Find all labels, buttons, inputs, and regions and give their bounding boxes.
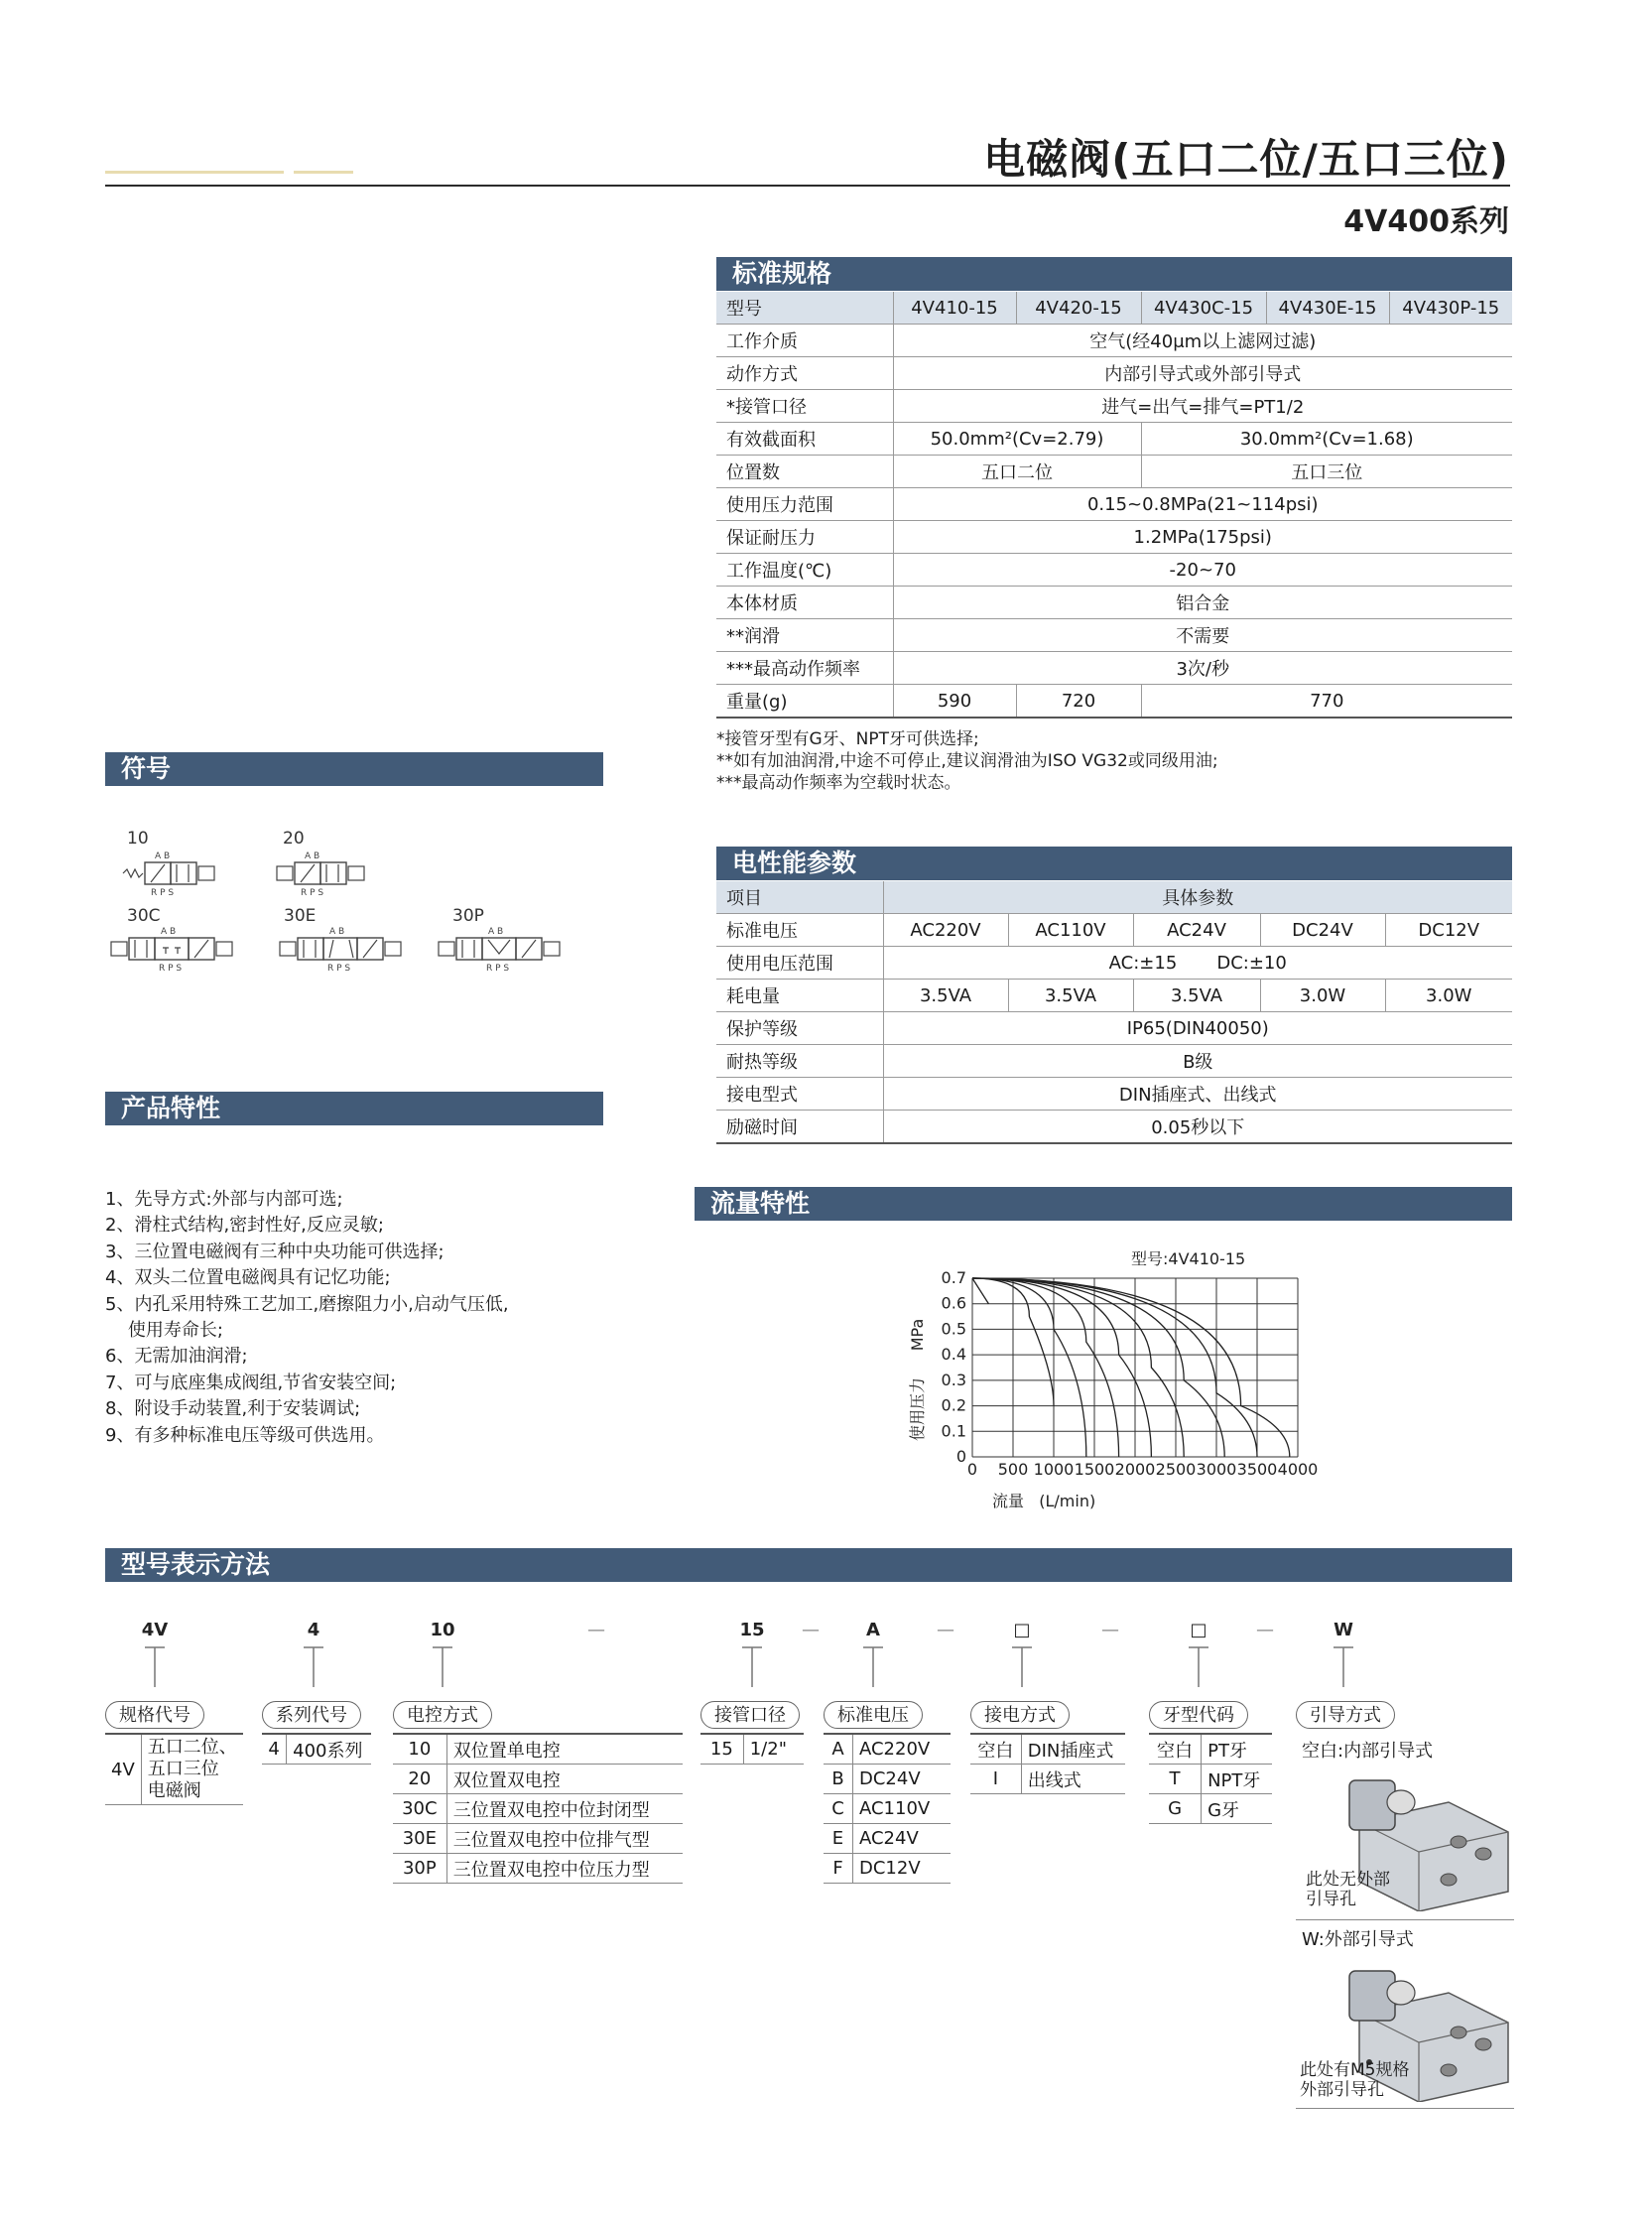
model-code-cell: 空白	[1149, 1734, 1202, 1765]
elec-label: 耗电量	[716, 980, 883, 1012]
svg-text:R P S: R P S	[151, 888, 175, 898]
chart-y-tick-label: 0.3	[941, 1370, 966, 1389]
model-desc-cell: PT牙	[1202, 1734, 1272, 1765]
spec-value: 五口二位	[893, 456, 1141, 488]
elec-value: AC110V	[1008, 914, 1133, 947]
spec-value: 进气=出气=排气=PT1/2	[893, 390, 1512, 423]
feature-item: 9、有多种标准电压等级可供选用。	[105, 1424, 385, 1446]
spec-model-row	[716, 292, 1512, 325]
model-group-title: 引导方式	[1296, 1701, 1395, 1729]
elec-label: 接电型式	[716, 1078, 883, 1111]
model-table-wiring	[970, 1733, 1125, 1794]
chart-series-line	[972, 1278, 1119, 1457]
chart-series-line	[972, 1278, 1290, 1457]
model-desc-cell: G牙	[1202, 1794, 1272, 1824]
model-code-cell: C	[824, 1794, 852, 1824]
model-desc-cell: 出线式	[1021, 1765, 1125, 1794]
valve-symbol-30p	[437, 924, 585, 974]
chart-x-tick-label: 3500	[1236, 1460, 1278, 1479]
feature-item: 1、先导方式:外部与内部可选;	[105, 1189, 343, 1210]
pilot-external-label: W:外部引导式	[1302, 1929, 1414, 1950]
chart-y-unit: MPa	[908, 1318, 927, 1352]
spec-note: ***最高动作频率为空载时状态。	[716, 773, 961, 793]
model-code-cell: A	[824, 1734, 852, 1765]
svg-text:A B: A B	[329, 927, 345, 937]
elec-value: 3.0W	[1385, 980, 1512, 1012]
spec-label: 有效截面积	[716, 423, 893, 456]
model-group-title: 牙型代码	[1149, 1701, 1248, 1729]
spec-model: 4V410-15	[893, 292, 1016, 325]
elec-value: AC:±15 DC:±10	[883, 947, 1512, 980]
header-accent-line	[294, 171, 353, 174]
model-desc-cell: 三位置双电控中位封闭型	[446, 1794, 683, 1824]
model-code-cell: 30P	[393, 1854, 446, 1884]
symbol-label: 10	[127, 829, 149, 849]
symbol-label: 30P	[452, 906, 484, 926]
chart-series-line	[972, 1278, 988, 1304]
model-group-title: 电控方式	[393, 1701, 492, 1729]
elec-value: 3.5VA	[1008, 980, 1133, 1012]
chart-grid	[972, 1278, 1298, 1457]
symbol-label: 30C	[127, 906, 161, 926]
feature-item: 2、滑柱式结构,密封性好,反应灵敏;	[105, 1215, 384, 1237]
feature-item: 6、无需加油润滑;	[105, 1346, 248, 1368]
model-desc-cell: 五口二位、 五口三位 电磁阀	[141, 1734, 243, 1805]
spec-value: 五口三位	[1141, 456, 1512, 488]
spec-value: 50.0mm²(Cv=2.79)	[893, 423, 1141, 456]
elec-value: IP65(DIN40050)	[883, 1012, 1512, 1045]
model-code: W	[1334, 1620, 1353, 1640]
model-desc-cell: 双位置双电控	[446, 1765, 683, 1794]
elec-label: 标准电压	[716, 914, 883, 947]
pilot-divider	[1296, 2108, 1514, 2109]
model-code-cell: 4	[262, 1734, 287, 1765]
svg-text:R P S: R P S	[486, 964, 510, 974]
svg-text:R P S: R P S	[159, 964, 183, 974]
page-title: 电磁阀(五口二位/五口三位)	[983, 135, 1509, 184]
chart-y-tick-label: 0.2	[941, 1395, 966, 1415]
section-symbol-header: 符号	[105, 752, 603, 786]
spec-label: 本体材质	[716, 587, 893, 619]
model-code-cell: 20	[393, 1765, 446, 1794]
model-connectors	[0, 1641, 1652, 1687]
model-dash: —	[587, 1620, 605, 1640]
elec-value: B级	[883, 1045, 1512, 1078]
section-flow-header: 流量特性	[695, 1187, 1512, 1221]
model-code-cell: B	[824, 1765, 852, 1794]
elec-label: 耐热等级	[716, 1045, 883, 1078]
spec-label: 工作介质	[716, 325, 893, 357]
model-code-cell: T	[1149, 1765, 1202, 1794]
spec-label: 动作方式	[716, 357, 893, 390]
chart-x-tick-label: 3000	[1196, 1460, 1237, 1479]
spec-value: 铝合金	[893, 587, 1512, 619]
feature-item: 5、内孔采用特殊工艺加工,磨擦阻力小,启动气压低,	[105, 1293, 509, 1315]
model-code-cell: 30C	[393, 1794, 446, 1824]
elec-value: DC12V	[1385, 914, 1512, 947]
spec-label: ***最高动作频率	[716, 652, 893, 685]
model-desc-cell: NPT牙	[1202, 1765, 1272, 1794]
chart-x-ticks	[967, 1460, 1318, 1479]
model-code: □	[1013, 1620, 1031, 1640]
flow-chart	[893, 1241, 1330, 1518]
spec-value: 0.15~0.8MPa(21~114psi)	[893, 488, 1512, 521]
chart-series-line	[972, 1278, 1224, 1457]
spec-value: 720	[1016, 685, 1141, 719]
spec-value: 1.2MPa(175psi)	[893, 521, 1512, 554]
spec-label: 保证耐压力	[716, 521, 893, 554]
model-code-cell: 空白	[970, 1734, 1021, 1765]
chart-x-tick-label: 2000	[1114, 1460, 1156, 1479]
model-desc-cell: AC110V	[852, 1794, 951, 1824]
feature-item: 3、三位置电磁阀有三种中央功能可供选择;	[105, 1241, 445, 1262]
model-desc-cell: AC24V	[852, 1824, 951, 1854]
spec-notes	[716, 728, 1510, 794]
symbol-label: 30E	[284, 906, 317, 926]
spec-value: 590	[893, 685, 1016, 719]
model-code: 15	[739, 1620, 765, 1640]
model-code-cell: 4V	[105, 1734, 141, 1805]
model-code-cell: 30E	[393, 1824, 446, 1854]
elec-value: AC24V	[1133, 914, 1260, 947]
svg-text:A B: A B	[161, 927, 177, 937]
features-list	[105, 1187, 661, 1449]
model-code: A	[866, 1620, 880, 1640]
model-code-cell: 15	[700, 1734, 743, 1765]
pilot-internal-label: 空白:内部引导式	[1302, 1741, 1434, 1762]
model-group-title: 接电方式	[970, 1701, 1070, 1729]
spec-label: **润滑	[716, 619, 893, 652]
feature-item: 7、可与底座集成阀组,节省安装空间;	[105, 1372, 397, 1393]
model-code-cell: I	[970, 1765, 1021, 1794]
header-accent-line	[105, 171, 284, 174]
model-desc-cell: 三位置双电控中位压力型	[446, 1854, 683, 1884]
section-spec-header: 标准规格	[716, 257, 1512, 291]
model-dash: —	[1256, 1620, 1274, 1640]
model-group-title: 标准电压	[824, 1701, 923, 1729]
spec-label: 型号	[716, 292, 893, 325]
chart-y-tick-label: 0.5	[941, 1319, 966, 1339]
elec-label: 使用电压范围	[716, 947, 883, 980]
spec-note: *接管牙型有G牙、NPT牙可供选择;	[716, 729, 979, 749]
valve-symbol-20	[273, 849, 382, 898]
svg-text:R P S: R P S	[327, 964, 351, 974]
elec-value: 3.5VA	[883, 980, 1008, 1012]
spec-note: **如有加油润滑,中途不可停止,建议润滑油为ISO VG32或同级用油;	[716, 751, 1218, 771]
section-features-header: 产品特性	[105, 1092, 603, 1125]
chart-y-tick-label: 0.4	[941, 1345, 966, 1365]
chart-title: 型号:4V410-15	[1131, 1249, 1246, 1268]
valve-symbol-30c	[109, 924, 258, 974]
svg-text:A B: A B	[305, 851, 320, 861]
elec-header: 具体参数	[883, 881, 1512, 914]
chart-y-tick-label: 0.1	[941, 1421, 966, 1441]
spec-model: 4V430E-15	[1266, 292, 1389, 325]
spec-value: 30.0mm²(Cv=1.68)	[1141, 423, 1512, 456]
model-desc-cell: DC24V	[852, 1765, 951, 1794]
chart-series-line	[972, 1278, 1086, 1457]
header-divider	[105, 185, 1510, 187]
chart-series	[972, 1278, 1290, 1457]
spec-model: 4V430P-15	[1389, 292, 1512, 325]
model-code-cell: E	[824, 1824, 852, 1854]
model-table-control	[393, 1733, 683, 1884]
electrical-table	[716, 881, 1512, 1144]
model-code-cell: 10	[393, 1734, 446, 1765]
elec-value: DC24V	[1260, 914, 1385, 947]
chart-series-line	[972, 1278, 1151, 1457]
spec-model: 4V430C-15	[1141, 292, 1266, 325]
spec-value: -20~70	[893, 554, 1512, 587]
model-desc-cell: AC220V	[852, 1734, 951, 1765]
pilot-external-note: 此处有M5规格 外部引导孔	[1300, 2060, 1410, 2100]
spec-label: 工作温度(℃)	[716, 554, 893, 587]
model-code: 4	[307, 1620, 320, 1640]
elec-label: 保护等级	[716, 1012, 883, 1045]
chart-y-tick-label: 0.6	[941, 1293, 966, 1313]
elec-value: 3.0W	[1260, 980, 1385, 1012]
chart-y-tick-label: 0.7	[941, 1268, 966, 1287]
model-dash: —	[1101, 1620, 1119, 1640]
model-code-row	[0, 1618, 1652, 1687]
pilot-divider	[1296, 1919, 1514, 1920]
valve-symbol-30e	[278, 924, 427, 974]
valve-symbol-10	[119, 849, 228, 898]
spec-label: 位置数	[716, 456, 893, 488]
elec-value: DIN插座式、出线式	[883, 1078, 1512, 1111]
series-title: 4V400系列	[1343, 204, 1509, 239]
section-model-header: 型号表示方法	[105, 1548, 1512, 1582]
model-dash: —	[937, 1620, 954, 1640]
feature-item: 8、附设手动装置,利于安装调试;	[105, 1398, 361, 1420]
model-table-voltage	[824, 1733, 951, 1884]
spec-value: 不需要	[893, 619, 1512, 652]
model-desc-cell: 400系列	[287, 1734, 371, 1765]
elec-value: 3.5VA	[1133, 980, 1260, 1012]
model-group-title: 规格代号	[105, 1701, 204, 1729]
chart-x-label: 流量 (L/min)	[992, 1492, 1096, 1510]
model-table-thread	[1149, 1733, 1272, 1824]
chart-x-tick-label: 1000	[1033, 1460, 1075, 1479]
chart-x-tick-label: 1500	[1074, 1460, 1115, 1479]
model-code: 4V	[141, 1620, 169, 1640]
chart-x-tick-label: 4000	[1277, 1460, 1319, 1479]
model-code: □	[1190, 1620, 1207, 1640]
model-table-port	[700, 1733, 804, 1765]
feature-item: 4、双头二位置电磁阀具有记忆功能;	[105, 1267, 391, 1289]
svg-text:R P S: R P S	[301, 888, 324, 898]
elec-value: 0.05秒以下	[883, 1111, 1512, 1144]
model-group-title: 接管口径	[700, 1701, 800, 1729]
spec-model: 4V420-15	[1016, 292, 1141, 325]
spec-label: 重量(g)	[716, 685, 893, 719]
model-dash: —	[802, 1620, 820, 1640]
chart-x-tick-label: 0	[966, 1460, 978, 1479]
model-desc-cell: DIN插座式	[1021, 1734, 1125, 1765]
elec-label: 项目	[716, 881, 883, 914]
svg-text:A B: A B	[488, 927, 504, 937]
elec-label: 励磁时间	[716, 1111, 883, 1144]
symbol-label: 20	[283, 829, 305, 849]
model-table-series-code	[262, 1733, 371, 1765]
elec-value: AC220V	[883, 914, 1008, 947]
section-electrical-header: 电性能参数	[716, 847, 1512, 880]
chart-y-label: 使用压力	[908, 1376, 927, 1442]
chart-y-tick-label: 0	[955, 1447, 966, 1466]
spec-table	[716, 292, 1512, 719]
pilot-internal-note: 此处无外部 引导孔	[1306, 1870, 1390, 1909]
symbols-area	[109, 829, 585, 987]
chart-x-tick-label: 500	[997, 1460, 1029, 1479]
spec-value: 3次/秒	[893, 652, 1512, 685]
model-code-cell: F	[824, 1854, 852, 1884]
model-group-title: 系列代号	[262, 1701, 361, 1729]
svg-text:A B: A B	[155, 851, 171, 861]
spec-value: 空气(经40μm以上滤网过滤)	[893, 325, 1512, 357]
spec-value: 内部引导式或外部引导式	[893, 357, 1512, 390]
model-desc-cell: 三位置双电控中位排气型	[446, 1824, 683, 1854]
model-code-cell: G	[1149, 1794, 1202, 1824]
model-desc-cell: 双位置单电控	[446, 1734, 683, 1765]
model-desc-cell: DC12V	[852, 1854, 951, 1884]
chart-x-tick-label: 2500	[1155, 1460, 1197, 1479]
model-desc-cell: 1/2"	[743, 1734, 804, 1765]
spec-label: 使用压力范围	[716, 488, 893, 521]
spec-value: 770	[1141, 685, 1512, 719]
spec-label: *接管口径	[716, 390, 893, 423]
feature-item: 使用寿命长;	[105, 1320, 223, 1342]
model-table-spec-code	[105, 1733, 243, 1805]
model-code: 10	[430, 1620, 455, 1640]
chart-y-ticks	[942, 1268, 966, 1466]
